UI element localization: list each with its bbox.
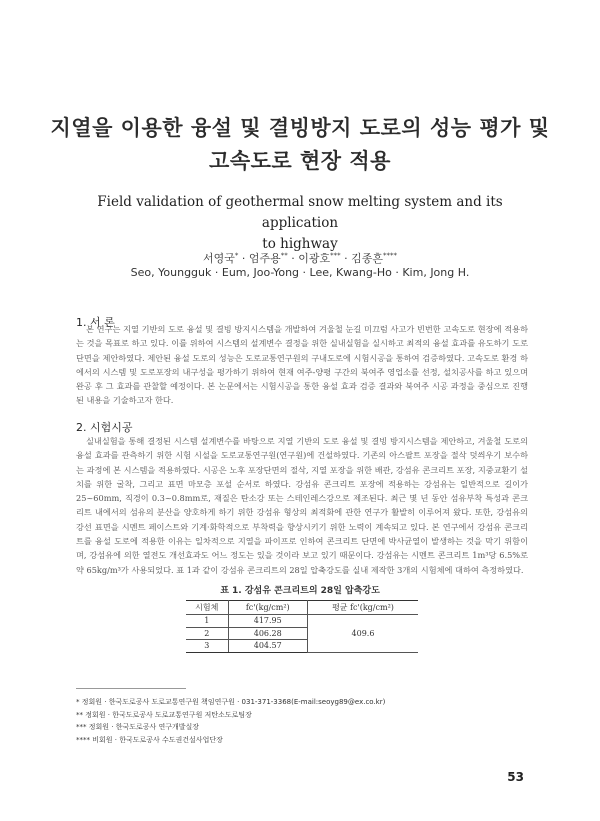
header-specimen: 시험체 xyxy=(186,601,228,615)
section-body-introduction xyxy=(76,322,528,408)
cell-fc: 406.28 xyxy=(228,627,307,640)
page-number: 53 xyxy=(507,770,524,784)
footnote: *** 정회원 · 한국도로공사 연구개발실장 xyxy=(76,723,200,731)
paper-title xyxy=(40,112,560,178)
section-heading-test-construction: 2. 시험시공 xyxy=(76,421,133,434)
author-4: 김종흔**** xyxy=(351,251,398,265)
compressive-strength-table xyxy=(186,600,418,653)
author-1: 서영국* xyxy=(202,251,239,265)
english-title xyxy=(60,192,540,255)
header-average-fc: 평균 fc'(kg/cm²) xyxy=(307,601,418,615)
table-header-row xyxy=(186,601,418,615)
cell-specimen: 3 xyxy=(186,640,228,653)
author-3: 이광호*** xyxy=(298,251,341,265)
paragraph: 실내실험을 통해 결정된 시스템 설계변수를 바탕으로 지열 기반의 도로 융설 및 결빙 방지시스템을 제안하고, 겨울철 도로의 융설 효과를 관측하기 위한 시험 시설을 도로교통연구원(연구원)에 건설하였다. 기존의 아스팔트 포장을 절삭 덧씌우기 보수하는 과정에 본 시스템을 적용하였다. 시공은 노후 포장단면의 절삭, 지열 포장을 위한 배관, 강섬유 콘크리트 포장, 지중교환기 설치를 위한 굴착, 그리고 표면 마모층 포설 순서로 하였다. 강섬유 콘크리트 포장에 적용하는 강섬유는 일반적으로 길이가 25~60mm, 직경이 0.3~0.8mm로, 재질은 탄소강 또는 스테인레스강으로 제조된다. 최근 몇 년 동안 섬유부착 특성과 콘크리트 내에서의 섬유의 분산을 양호하게 하기 위한 강섬유 형상의 최적화에 관한 연구가 활발히 이루어져 왔다. 또한, 강섬유의 강선 표면을 시멘트 페이스트와 기계·화학적으로 부착력을 향상시키기 위한 노력이 계속되고 있다. 본 연구에서 강섬유 콘크리트를 융설 도로에 적용한 이유는 일차적으로 지열을 파이프로 인하여 콘크리트 단면에 박사균열이 발생하는 것을 막기 위함이며, 강섬유에 의한 열전도 개선효과도 어느 정도는 있을 것이라 보고 있기 때문이다. 강섬유는 시멘트 콘크리트 1m³당 6.5%로 약 65kg/m³가 사용되었다. 표 1과 같이 강섬유 콘크리트의 28일 압축강도를 실내 제작한 3개의 시험체에 대하여 측정하였다. xyxy=(76,436,528,575)
table-row xyxy=(186,615,418,628)
footnote: **** 비회원 · 한국도로공사 수도권건설사업단장 xyxy=(76,735,223,744)
cell-fc: 417.95 xyxy=(228,615,307,628)
authors-korean: 서영국* · 엄주용** · 이광호*** · 김종흔**** xyxy=(202,251,398,265)
title-line-1: 지열을 이용한 융설 및 결빙방지 도로의 성능 평가 및 xyxy=(50,116,550,140)
footnote-divider xyxy=(76,688,186,689)
title-line-2: 고속도로 현장 적용 xyxy=(209,149,391,173)
footnotes xyxy=(76,696,385,746)
header-fc: fc'(kg/cm²) xyxy=(228,601,307,615)
english-title-line-2: to highway xyxy=(262,236,338,252)
english-title-line-1: Field validation of geothermal snow melting system and its application xyxy=(97,194,503,231)
cell-average-fc: 409.6 xyxy=(307,615,418,653)
footnote: * 정회원 · 한국도로공사 도로교통연구원 책임연구원 · 031-371-3368(E-mail:seoyg89@ex.co.kr) xyxy=(76,698,386,706)
author-2: 엄주용** xyxy=(248,251,288,265)
cell-specimen: 2 xyxy=(186,627,228,640)
section-body-test-construction xyxy=(76,434,528,577)
authors-english: Seo, Youngguk · Eum, Joo-Yong · Lee, Kwang-Ho · Kim, Jong H. xyxy=(130,266,470,279)
cell-fc: 404.57 xyxy=(228,640,307,653)
paragraph: 본 연구는 지열 기반의 도로 융설 및 결빙 방지시스템을 개발하여 겨울철 눈길 미끄럼 사고가 빈번한 고속도로 현장에 적용하는 것을 목표로 하고 있다. 이를 위하여 시스템의 설계변수 결정을 위한 실내실험을 실시하고 최적의 융설 효과를 유도하기 도로단면을 제안하였다. 제안된 융설 도로의 성능은 도로교통연구원의 구내도로에 시험시공을 통하여 검증하였다. 고속도로 환경 하에서의 시스템 및 도로포장의 내구성을 평가하기 위하여 현재 여주-양평 구간의 북여주 영업소를 선정, 설치공사를 하고 있으며 완공 후 그 효과를 관찰할 예정이다. 본 논문에서는 시험시공을 통한 융설 효과 검증 결과와 북여주 시공 과정을 중심으로 진행된 내용을 기술하고자 한다. xyxy=(76,324,528,406)
footnote: ** 정회원 · 한국도로공사 도로교통연구원 저탄소도로팀장 xyxy=(76,710,252,719)
cell-specimen: 1 xyxy=(186,615,228,628)
table-caption: 표 1. 강섬유 콘크리트의 28일 압축강도 xyxy=(220,586,380,596)
section-heading-introduction: 1. 서 론 xyxy=(76,316,115,329)
